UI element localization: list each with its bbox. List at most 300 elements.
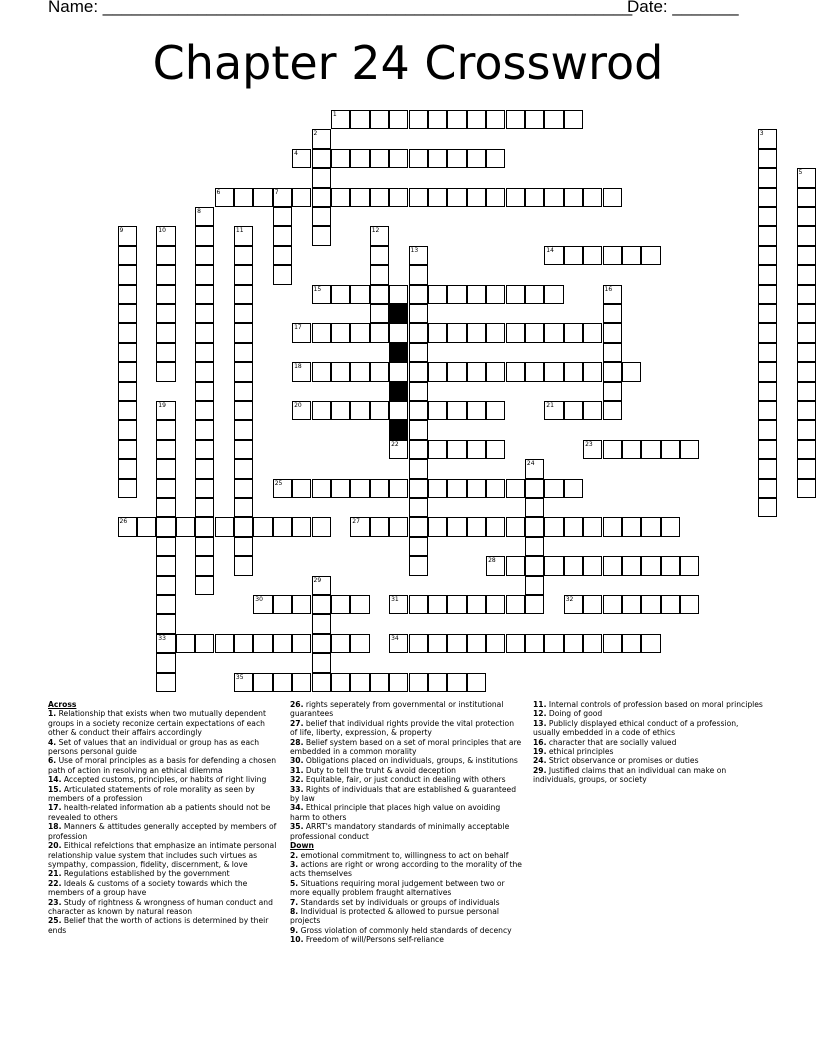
grid-cell[interactable] [797, 401, 816, 420]
grid-cell[interactable] [661, 440, 680, 459]
grid-cell[interactable] [758, 479, 777, 498]
grid-cell[interactable] [118, 304, 137, 323]
grid-cell[interactable] [215, 188, 234, 207]
grid-cell[interactable] [622, 362, 641, 381]
grid-cell[interactable] [467, 634, 486, 653]
grid-cell[interactable] [447, 285, 466, 304]
grid-cell[interactable] [486, 110, 505, 129]
grid-cell[interactable] [389, 673, 408, 692]
grid-cell[interactable] [467, 517, 486, 536]
grid-cell[interactable] [564, 556, 583, 575]
grid-cell[interactable] [486, 556, 505, 575]
grid-cell[interactable] [195, 459, 214, 478]
grid-cell[interactable] [331, 110, 350, 129]
grid-cell[interactable] [758, 129, 777, 148]
grid-cell[interactable] [234, 304, 253, 323]
grid-cell[interactable] [525, 556, 544, 575]
grid-cell[interactable] [195, 382, 214, 401]
grid-cell[interactable] [758, 207, 777, 226]
grid-cell[interactable] [447, 673, 466, 692]
grid-cell[interactable] [603, 304, 622, 323]
grid-cell[interactable] [253, 634, 272, 653]
grid-cell[interactable] [641, 634, 660, 653]
grid-cell[interactable] [486, 517, 505, 536]
grid-cell[interactable] [758, 498, 777, 517]
grid-cell[interactable] [486, 479, 505, 498]
grid-cell[interactable] [525, 537, 544, 556]
grid-cell[interactable] [370, 362, 389, 381]
grid-cell[interactable] [195, 420, 214, 439]
grid-cell[interactable] [467, 362, 486, 381]
grid-cell[interactable] [389, 149, 408, 168]
grid-cell[interactable] [195, 265, 214, 284]
grid-cell[interactable] [389, 440, 408, 459]
grid-cell[interactable] [156, 265, 175, 284]
grid-cell[interactable] [312, 517, 331, 536]
grid-cell[interactable] [118, 382, 137, 401]
grid-cell[interactable] [234, 673, 253, 692]
grid-cell[interactable] [273, 673, 292, 692]
grid-cell[interactable] [312, 188, 331, 207]
grid-cell[interactable] [797, 420, 816, 439]
grid-cell[interactable] [195, 498, 214, 517]
grid-cell[interactable] [583, 634, 602, 653]
grid-cell[interactable] [409, 188, 428, 207]
grid-cell[interactable] [253, 517, 272, 536]
grid-cell[interactable] [544, 188, 563, 207]
grid-cell[interactable] [253, 188, 272, 207]
grid-cell[interactable] [292, 517, 311, 536]
grid-cell[interactable] [758, 168, 777, 187]
grid-cell[interactable] [273, 634, 292, 653]
grid-cell[interactable] [195, 246, 214, 265]
grid-cell[interactable] [195, 576, 214, 595]
grid-cell[interactable] [195, 479, 214, 498]
grid-cell[interactable] [312, 576, 331, 595]
grid-cell[interactable] [234, 285, 253, 304]
grid-cell[interactable] [273, 595, 292, 614]
grid-cell[interactable] [506, 634, 525, 653]
grid-cell[interactable] [583, 440, 602, 459]
grid-cell[interactable] [622, 440, 641, 459]
grid-cell[interactable] [447, 401, 466, 420]
grid-cell[interactable] [409, 149, 428, 168]
grid-cell[interactable] [312, 479, 331, 498]
grid-cell[interactable] [156, 634, 175, 653]
grid-cell[interactable] [428, 110, 447, 129]
grid-cell[interactable] [137, 517, 156, 536]
grid-cell[interactable] [312, 673, 331, 692]
grid-cell[interactable] [467, 188, 486, 207]
grid-cell[interactable] [389, 479, 408, 498]
grid-cell[interactable] [118, 420, 137, 439]
grid-cell[interactable] [564, 246, 583, 265]
grid-cell[interactable] [156, 226, 175, 245]
grid-cell[interactable] [234, 323, 253, 342]
grid-cell[interactable] [603, 382, 622, 401]
grid-cell[interactable] [447, 188, 466, 207]
grid-cell[interactable] [409, 265, 428, 284]
grid-cell[interactable] [447, 149, 466, 168]
grid-cell[interactable] [797, 479, 816, 498]
grid-cell[interactable] [370, 265, 389, 284]
grid-cell[interactable] [525, 576, 544, 595]
grid-cell[interactable] [195, 343, 214, 362]
grid-cell[interactable] [389, 362, 408, 381]
grid-cell[interactable] [583, 246, 602, 265]
grid-cell[interactable] [234, 634, 253, 653]
grid-cell[interactable] [234, 537, 253, 556]
grid-cell[interactable] [641, 517, 660, 536]
grid-cell[interactable] [350, 188, 369, 207]
grid-cell[interactable] [486, 323, 505, 342]
grid-cell[interactable] [118, 517, 137, 536]
grid-cell[interactable] [680, 595, 699, 614]
grid-cell[interactable] [758, 285, 777, 304]
grid-cell[interactable] [564, 401, 583, 420]
grid-cell[interactable] [797, 323, 816, 342]
grid-cell[interactable] [118, 265, 137, 284]
grid-cell[interactable] [312, 285, 331, 304]
grid-cell[interactable] [564, 323, 583, 342]
grid-cell[interactable] [156, 614, 175, 633]
grid-cell[interactable] [797, 226, 816, 245]
grid-cell[interactable] [195, 304, 214, 323]
grid-cell[interactable] [409, 362, 428, 381]
grid-cell[interactable] [156, 459, 175, 478]
grid-cell[interactable] [389, 517, 408, 536]
grid-cell[interactable] [370, 517, 389, 536]
grid-cell[interactable] [506, 517, 525, 536]
grid-cell[interactable] [486, 595, 505, 614]
grid-cell[interactable] [544, 634, 563, 653]
grid-cell[interactable] [641, 556, 660, 575]
grid-cell[interactable] [544, 401, 563, 420]
grid-cell[interactable] [428, 517, 447, 536]
grid-cell[interactable] [156, 246, 175, 265]
grid-cell[interactable] [273, 226, 292, 245]
grid-cell[interactable] [253, 595, 272, 614]
grid-cell[interactable] [486, 634, 505, 653]
grid-cell[interactable] [428, 440, 447, 459]
grid-cell[interactable] [564, 595, 583, 614]
grid-cell[interactable] [486, 401, 505, 420]
grid-cell[interactable] [428, 188, 447, 207]
grid-cell[interactable] [409, 479, 428, 498]
grid-cell[interactable] [292, 149, 311, 168]
grid-cell[interactable] [389, 634, 408, 653]
grid-cell[interactable] [156, 556, 175, 575]
grid-cell[interactable] [234, 362, 253, 381]
grid-cell[interactable] [797, 207, 816, 226]
grid-cell[interactable] [292, 323, 311, 342]
grid-cell[interactable] [370, 188, 389, 207]
grid-cell[interactable] [118, 479, 137, 498]
grid-cell[interactable] [156, 343, 175, 362]
grid-cell[interactable] [758, 246, 777, 265]
grid-cell[interactable] [409, 401, 428, 420]
grid-cell[interactable] [292, 188, 311, 207]
grid-cell[interactable] [350, 479, 369, 498]
grid-cell[interactable] [234, 226, 253, 245]
grid-cell[interactable] [447, 440, 466, 459]
grid-cell[interactable] [758, 149, 777, 168]
grid-cell[interactable] [506, 479, 525, 498]
grid-cell[interactable] [118, 343, 137, 362]
grid-cell[interactable] [156, 653, 175, 672]
grid-cell[interactable] [409, 323, 428, 342]
grid-cell[interactable] [758, 188, 777, 207]
grid-cell[interactable] [312, 634, 331, 653]
grid-cell[interactable] [389, 595, 408, 614]
grid-cell[interactable] [292, 401, 311, 420]
grid-cell[interactable] [234, 343, 253, 362]
grid-cell[interactable] [603, 517, 622, 536]
grid-cell[interactable] [118, 440, 137, 459]
grid-cell[interactable] [428, 323, 447, 342]
grid-cell[interactable] [506, 595, 525, 614]
grid-cell[interactable] [370, 285, 389, 304]
grid-cell[interactable] [409, 595, 428, 614]
grid-cell[interactable] [603, 634, 622, 653]
grid-cell[interactable] [603, 323, 622, 342]
grid-cell[interactable] [797, 188, 816, 207]
grid-cell[interactable] [467, 440, 486, 459]
grid-cell[interactable] [428, 401, 447, 420]
grid-cell[interactable] [797, 459, 816, 478]
grid-cell[interactable] [409, 110, 428, 129]
grid-cell[interactable] [118, 401, 137, 420]
grid-cell[interactable] [603, 556, 622, 575]
grid-cell[interactable] [409, 634, 428, 653]
grid-cell[interactable] [195, 634, 214, 653]
grid-cell[interactable] [467, 401, 486, 420]
grid-cell[interactable] [428, 595, 447, 614]
grid-cell[interactable] [603, 440, 622, 459]
grid-cell[interactable] [544, 110, 563, 129]
grid-cell[interactable] [447, 110, 466, 129]
grid-cell[interactable] [331, 188, 350, 207]
grid-cell[interactable] [195, 517, 214, 536]
grid-cell[interactable] [370, 323, 389, 342]
grid-cell[interactable] [661, 595, 680, 614]
grid-cell[interactable] [389, 323, 408, 342]
grid-cell[interactable] [195, 401, 214, 420]
grid-cell[interactable] [525, 595, 544, 614]
grid-cell[interactable] [583, 595, 602, 614]
grid-cell[interactable] [234, 517, 253, 536]
grid-cell[interactable] [428, 634, 447, 653]
grid-cell[interactable] [350, 517, 369, 536]
grid-cell[interactable] [292, 595, 311, 614]
grid-cell[interactable] [409, 343, 428, 362]
grid-cell[interactable] [234, 479, 253, 498]
grid-cell[interactable] [370, 479, 389, 498]
grid-cell[interactable] [234, 246, 253, 265]
grid-cell[interactable] [467, 285, 486, 304]
grid-cell[interactable] [564, 479, 583, 498]
grid-cell[interactable] [506, 323, 525, 342]
grid-cell[interactable] [156, 498, 175, 517]
grid-cell[interactable] [156, 576, 175, 595]
grid-cell[interactable] [758, 226, 777, 245]
grid-cell[interactable] [312, 614, 331, 633]
grid-cell[interactable] [389, 401, 408, 420]
grid-cell[interactable] [603, 246, 622, 265]
grid-cell[interactable] [331, 285, 350, 304]
grid-cell[interactable] [234, 459, 253, 478]
grid-cell[interactable] [273, 479, 292, 498]
grid-cell[interactable] [292, 634, 311, 653]
grid-cell[interactable] [312, 323, 331, 342]
grid-cell[interactable] [312, 362, 331, 381]
grid-cell[interactable] [409, 498, 428, 517]
grid-cell[interactable] [292, 479, 311, 498]
grid-cell[interactable] [389, 188, 408, 207]
grid-cell[interactable] [506, 285, 525, 304]
grid-cell[interactable] [156, 479, 175, 498]
grid-cell[interactable] [350, 362, 369, 381]
grid-cell[interactable] [544, 323, 563, 342]
grid-cell[interactable] [506, 188, 525, 207]
grid-cell[interactable] [544, 517, 563, 536]
grid-cell[interactable] [273, 517, 292, 536]
grid-cell[interactable] [292, 673, 311, 692]
grid-cell[interactable] [758, 323, 777, 342]
grid-cell[interactable] [312, 149, 331, 168]
grid-cell[interactable] [467, 323, 486, 342]
grid-cell[interactable] [350, 110, 369, 129]
grid-cell[interactable] [583, 401, 602, 420]
grid-cell[interactable] [583, 323, 602, 342]
grid-cell[interactable] [622, 595, 641, 614]
grid-cell[interactable] [273, 188, 292, 207]
grid-cell[interactable] [622, 634, 641, 653]
grid-cell[interactable] [583, 517, 602, 536]
grid-cell[interactable] [758, 343, 777, 362]
grid-cell[interactable] [661, 517, 680, 536]
grid-cell[interactable] [176, 634, 195, 653]
grid-cell[interactable] [525, 188, 544, 207]
grid-cell[interactable] [564, 517, 583, 536]
grid-cell[interactable] [797, 440, 816, 459]
grid-cell[interactable] [797, 362, 816, 381]
grid-cell[interactable] [486, 285, 505, 304]
grid-cell[interactable] [758, 362, 777, 381]
grid-cell[interactable] [409, 556, 428, 575]
grid-cell[interactable] [156, 304, 175, 323]
grid-cell[interactable] [350, 323, 369, 342]
grid-cell[interactable] [156, 420, 175, 439]
grid-cell[interactable] [544, 479, 563, 498]
grid-cell[interactable] [409, 517, 428, 536]
grid-cell[interactable] [312, 129, 331, 148]
grid-cell[interactable] [409, 673, 428, 692]
grid-cell[interactable] [215, 517, 234, 536]
grid-cell[interactable] [409, 537, 428, 556]
grid-cell[interactable] [370, 110, 389, 129]
grid-cell[interactable] [389, 285, 408, 304]
grid-cell[interactable] [273, 207, 292, 226]
grid-cell[interactable] [544, 246, 563, 265]
grid-cell[interactable] [758, 459, 777, 478]
grid-cell[interactable] [156, 285, 175, 304]
grid-cell[interactable] [758, 304, 777, 323]
grid-cell[interactable] [486, 362, 505, 381]
grid-cell[interactable] [603, 362, 622, 381]
grid-cell[interactable] [234, 188, 253, 207]
grid-cell[interactable] [525, 634, 544, 653]
grid-cell[interactable] [156, 362, 175, 381]
grid-cell[interactable] [370, 226, 389, 245]
grid-cell[interactable] [234, 420, 253, 439]
grid-cell[interactable] [467, 479, 486, 498]
grid-cell[interactable] [195, 285, 214, 304]
grid-cell[interactable] [370, 246, 389, 265]
grid-cell[interactable] [156, 595, 175, 614]
grid-cell[interactable] [118, 323, 137, 342]
grid-cell[interactable] [409, 459, 428, 478]
grid-cell[interactable] [331, 323, 350, 342]
grid-cell[interactable] [447, 634, 466, 653]
grid-cell[interactable] [467, 673, 486, 692]
grid-cell[interactable] [680, 440, 699, 459]
grid-cell[interactable] [758, 265, 777, 284]
grid-cell[interactable] [118, 362, 137, 381]
grid-cell[interactable] [273, 265, 292, 284]
grid-cell[interactable] [156, 517, 175, 536]
grid-cell[interactable] [292, 362, 311, 381]
grid-cell[interactable] [118, 226, 137, 245]
grid-cell[interactable] [156, 440, 175, 459]
grid-cell[interactable] [370, 304, 389, 323]
grid-cell[interactable] [506, 362, 525, 381]
grid-cell[interactable] [758, 420, 777, 439]
grid-cell[interactable] [506, 556, 525, 575]
grid-cell[interactable] [506, 110, 525, 129]
grid-cell[interactable] [350, 634, 369, 653]
grid-cell[interactable] [350, 595, 369, 614]
grid-cell[interactable] [525, 362, 544, 381]
grid-cell[interactable] [797, 265, 816, 284]
grid-cell[interactable] [603, 285, 622, 304]
grid-cell[interactable] [525, 459, 544, 478]
grid-cell[interactable] [641, 595, 660, 614]
grid-cell[interactable] [486, 149, 505, 168]
grid-cell[interactable] [253, 673, 272, 692]
grid-cell[interactable] [195, 556, 214, 575]
grid-cell[interactable] [758, 401, 777, 420]
grid-cell[interactable] [583, 188, 602, 207]
grid-cell[interactable] [603, 343, 622, 362]
grid-cell[interactable] [409, 382, 428, 401]
grid-cell[interactable] [758, 382, 777, 401]
grid-cell[interactable] [331, 362, 350, 381]
grid-cell[interactable] [603, 401, 622, 420]
grid-cell[interactable] [350, 285, 369, 304]
grid-cell[interactable] [447, 362, 466, 381]
grid-cell[interactable] [467, 595, 486, 614]
grid-cell[interactable] [118, 459, 137, 478]
grid-cell[interactable] [797, 285, 816, 304]
grid-cell[interactable] [312, 595, 331, 614]
grid-cell[interactable] [603, 595, 622, 614]
grid-cell[interactable] [583, 362, 602, 381]
grid-cell[interactable] [525, 323, 544, 342]
grid-cell[interactable] [428, 149, 447, 168]
grid-cell[interactable] [797, 168, 816, 187]
grid-cell[interactable] [603, 188, 622, 207]
